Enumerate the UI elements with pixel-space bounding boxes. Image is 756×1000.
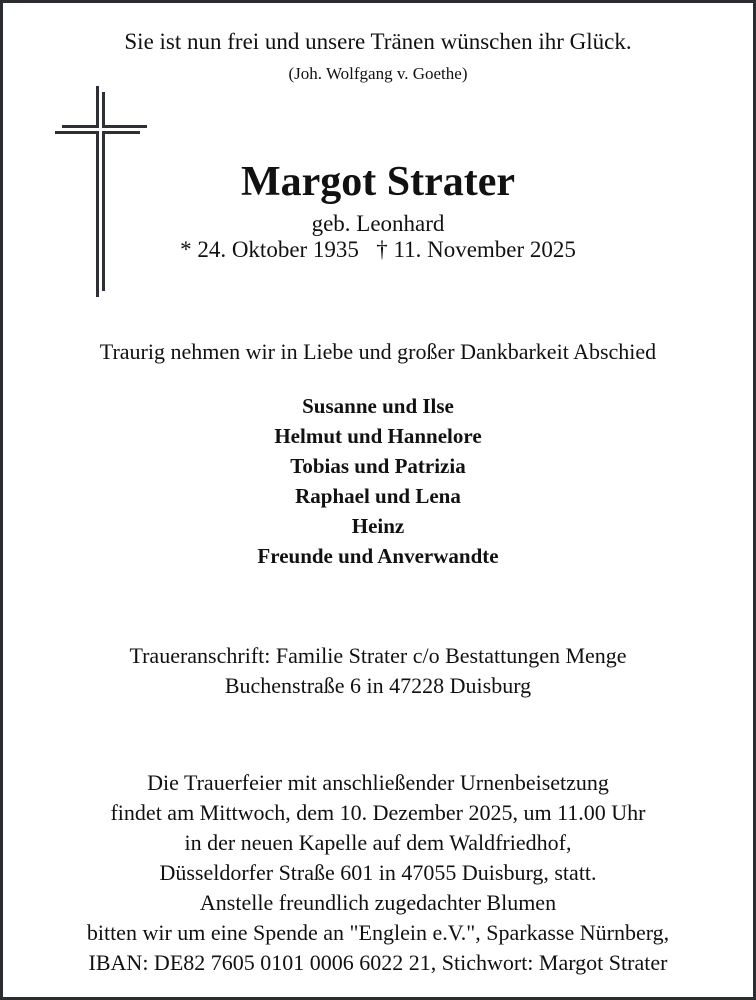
farewell-text: Traurig nehmen wir in Liebe und großer Dankbarkeit Abschied [99,339,657,364]
mourner-item: Raphael und Lena [295,484,461,508]
birth-date: * 24. Oktober 1935 [180,237,359,262]
mourners-list [3,391,753,571]
obituary-notice [3,3,753,997]
service-line: Düsseldorfer Straße 601 in 47055 Duisburg, statt. [159,860,597,885]
mourner-item: Helmut und Hannelore [274,424,482,448]
service-line: Die Trauerfeier mit anschließender Urnenbeisetzung [147,770,609,795]
service-line: in der neuen Kapelle auf dem Waldfriedhof, [184,830,572,855]
mourner-item: Tobias und Patrizia [290,454,466,478]
mourner-item: Susanne und Ilse [302,394,454,418]
life-dates [3,235,753,265]
service-details [3,768,753,978]
mourner-item: Heinz [351,514,405,538]
deceased-name: Margot Strater [240,159,516,205]
service-line: bitten wir um eine Spende an "Englein e.V.", Sparkasse Nürnberg, [86,920,670,945]
address-line: Buchenstraße 6 in 47228 Duisburg [224,673,532,698]
service-line: Anstelle freundlich zugedachter Blumen [199,890,557,915]
quote-author: (Joh. Wolfgang v. Goethe) [288,64,468,83]
maiden-name: geb. Leonhard [311,211,445,236]
mourning-address [3,641,753,701]
service-line: IBAN: DE82 7605 0101 0006 6022 21, Stichwort: Margot Strater [88,950,668,975]
quote-text: Sie ist nun frei und unsere Tränen wünschen ihr Glück. [124,29,632,54]
address-line: Traueranschrift: Familie Strater c/o Bestattungen Menge [129,643,627,668]
death-date: † 11. November 2025 [376,237,576,262]
service-line: findet am Mittwoch, dem 10. Dezember 2025, um 11.00 Uhr [110,800,646,825]
mourner-item: Freunde und Anverwandte [257,544,499,568]
